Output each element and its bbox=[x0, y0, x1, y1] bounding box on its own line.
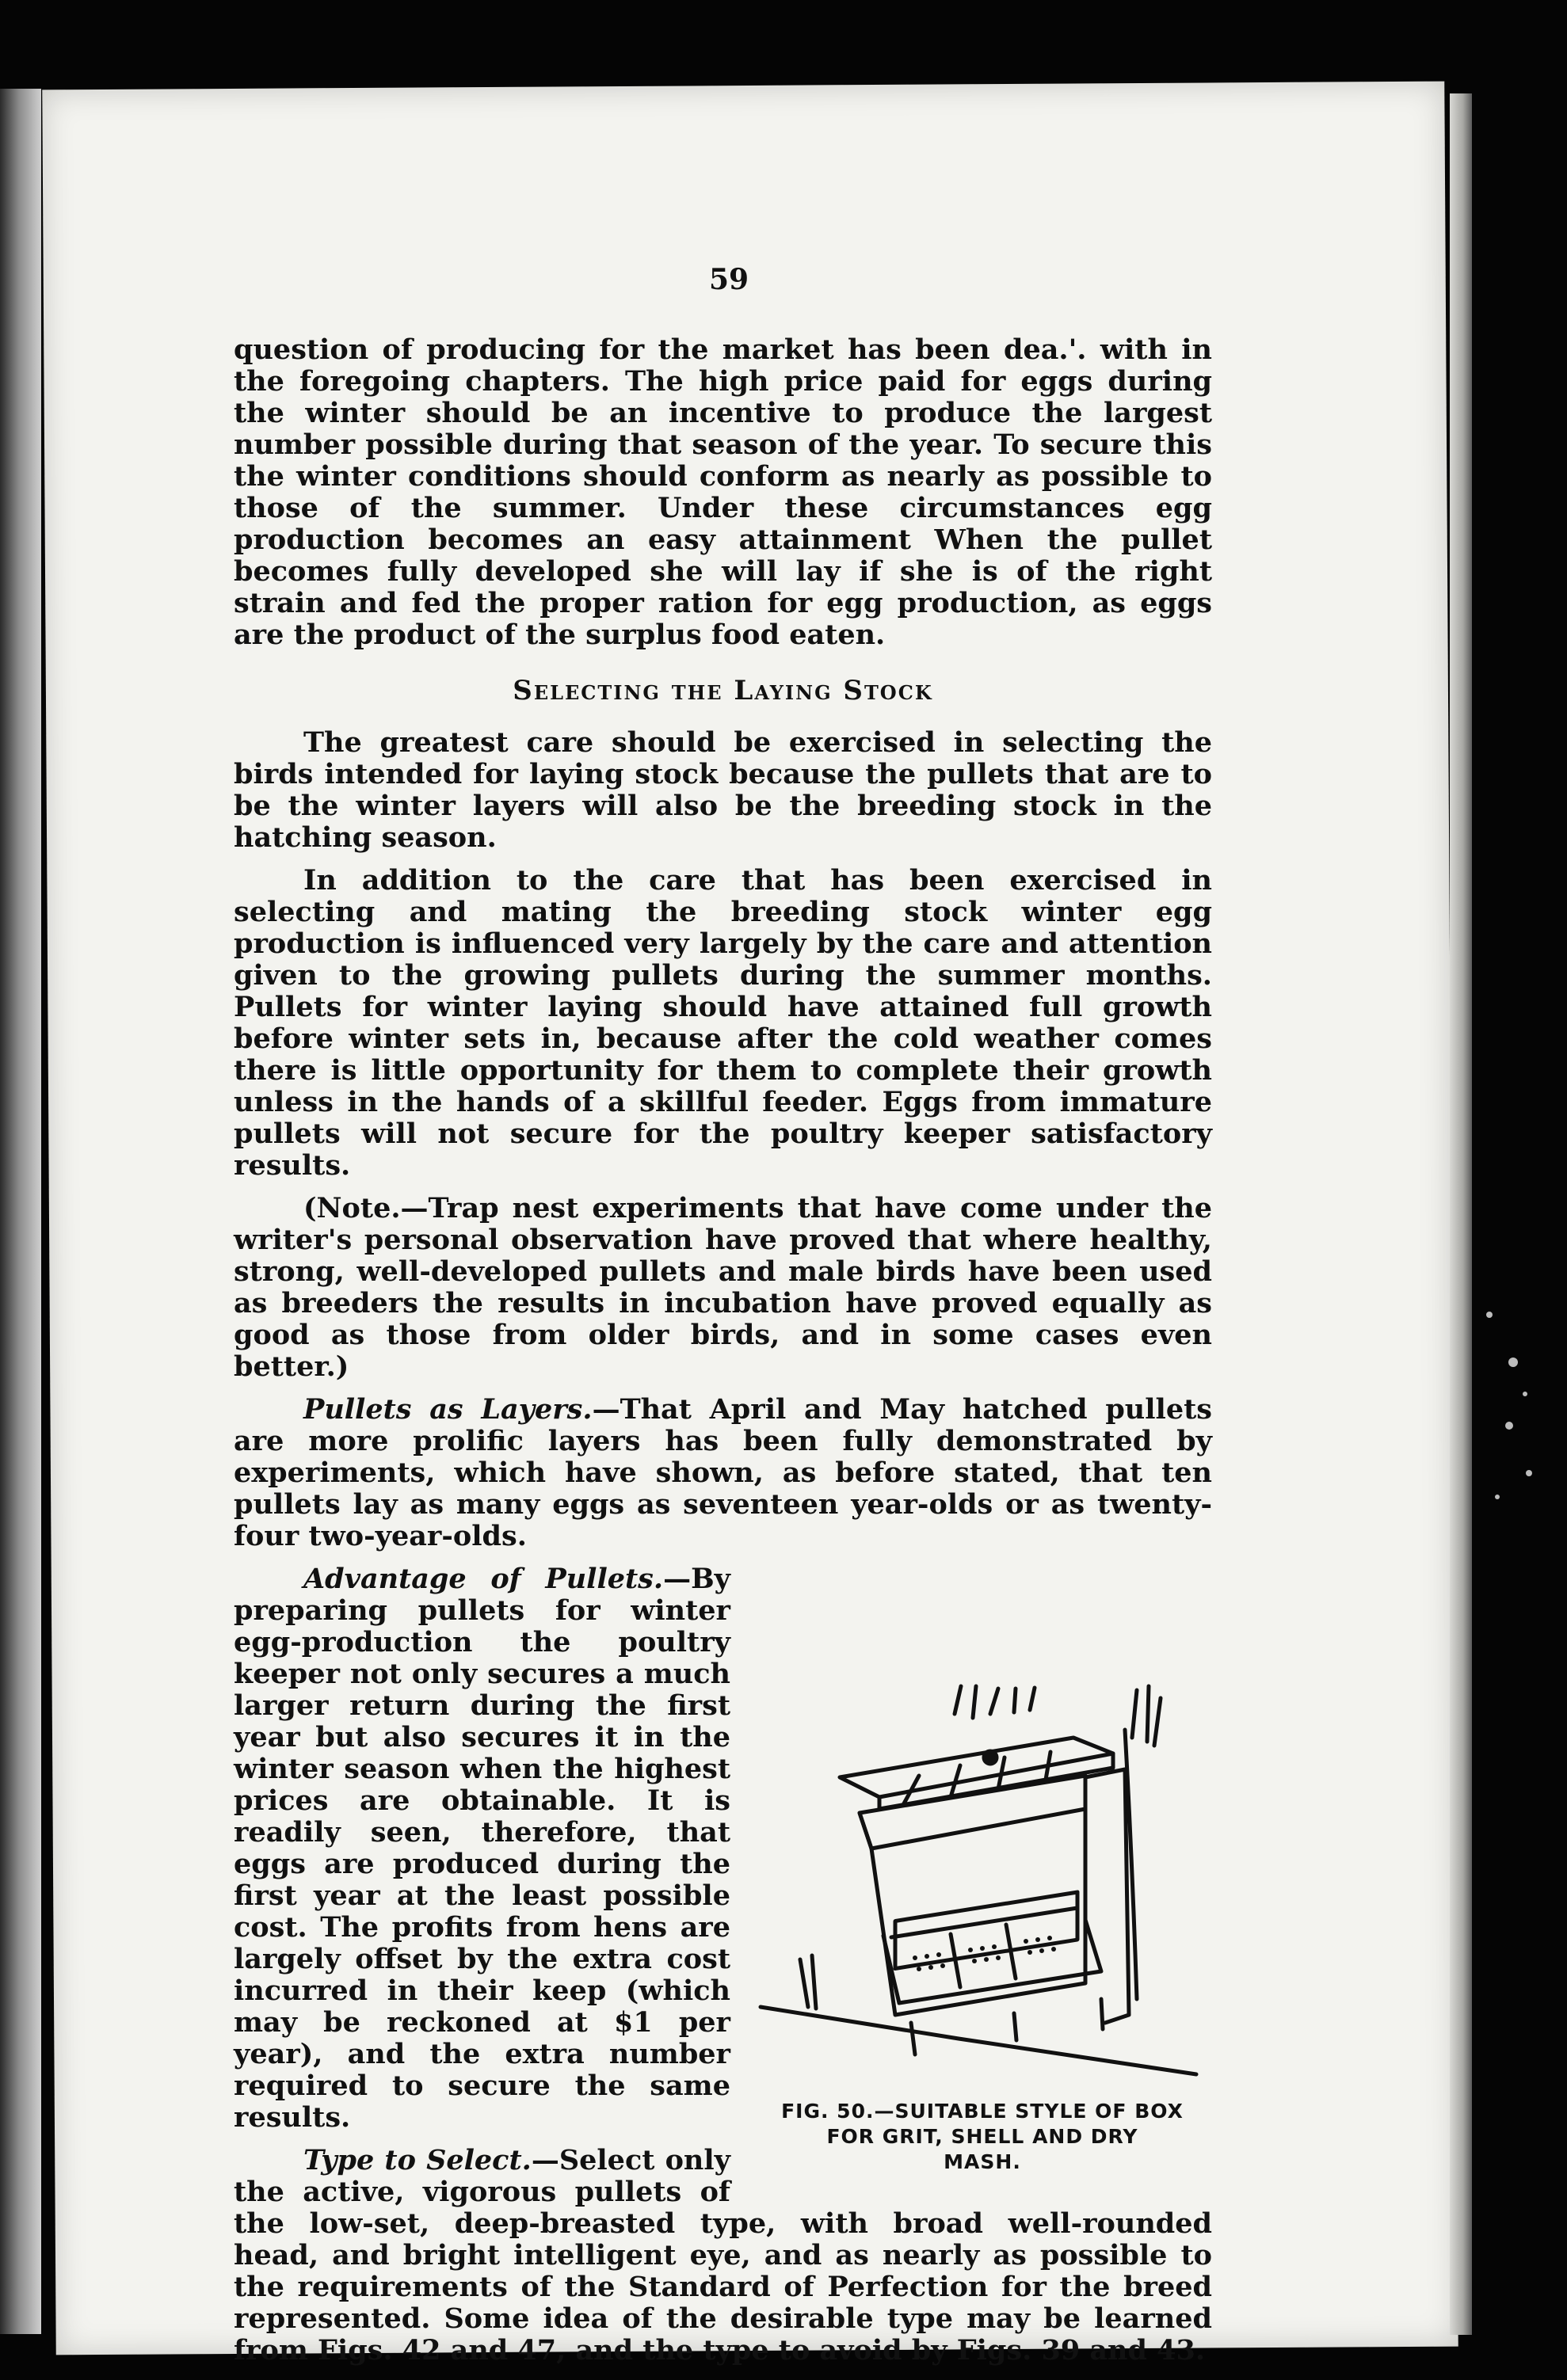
figure-caption-line: FIG. 50.—SUITABLE STYLE OF BOX bbox=[781, 2100, 1184, 2123]
scan-specks bbox=[1481, 1307, 1553, 1513]
figure-50 bbox=[753, 1682, 1212, 2175]
run-in-heading-advantage: Advantage of Pullets. bbox=[303, 1563, 664, 1595]
figure-caption-line: MASH. bbox=[944, 2150, 1021, 2173]
section-heading: Selecting the Laying Stock bbox=[513, 675, 933, 706]
pullets-text: —That April and May hatched pullets are more prolific layers has been fully demonstrated by experiments, which have shown, as before stated, that ten pullets lay as many eggs as seventeen year-olds or as twenty-four two-year-olds. bbox=[234, 1393, 1212, 1552]
page-content bbox=[234, 334, 1212, 2378]
run-in-heading-pullets: Pullets as Layers. bbox=[303, 1393, 593, 1426]
paragraph-intro: question of producing for the market has been dea.'. with in the foregoing chapters. The high price paid for eggs during the winter should be an incentive to produce the largest number possible during that season of the year. To secure this the winter conditions should conform as nearly as possible to those of the summer. Under these circumstances egg production becomes an easy attainment When the pullet becomes fully developed she will lay if she is of the right strain and fed the proper ration for egg production, as eggs are the product of the surplus food eaten. bbox=[234, 333, 1212, 651]
paragraph-type-to-select bbox=[234, 2145, 1212, 2367]
figure-caption-line: FOR GRIT, SHELL AND DRY bbox=[826, 2125, 1138, 2148]
run-in-heading-type: Type to Select. bbox=[303, 2144, 532, 2176]
page-number: 59 bbox=[708, 263, 749, 296]
page-edge-strip bbox=[1450, 93, 1472, 2335]
paragraph-pullets-as-layers bbox=[234, 1394, 1212, 1552]
adjacent-page-edge bbox=[0, 89, 41, 2334]
grit-box-illustration bbox=[753, 1682, 1212, 2094]
paragraph-care: In addition to the care that has been exercised in selecting and mating the breeding stock winter egg production is influenced very largely by the care and attention given to the growing pullets during the summer months. Pullets for winter laying should have attained full growth before winter sets in, because after the cold weather comes there is little opportunity for them to complete their growth unless in the hands of a skillful feeder. Eggs from immature pullets will not secure for the poultry keeper satisfactory results. bbox=[234, 864, 1212, 1182]
paragraph-selecting: The greatest care should be exercised in selecting the birds intended for laying stock because the pullets that are to be the winter layers will also be the breeding stock in the hatching season. bbox=[234, 726, 1212, 854]
figure-caption bbox=[753, 2099, 1212, 2175]
paragraph-note: (Note.—Trap nest experiments that have come under the writer's personal observation have proved that where healthy, strong, well-developed pullets and male birds have been used as breeders the results in incubation have proved equally as good as those from older birds, and in some cases even better.) bbox=[234, 1192, 1212, 1383]
advantage-text: —By preparing pullets for winter egg-production the poultry keeper not only secures a much larger return during the first year but also secures it in the winter season when the highest prices are obtainable. It is readily seen, therefore, that eggs are produced during the first year at the least possible cost. The profits from hens are largely offset by the extra cost incurred in their keep (which may be reckoned at $1 per year), and the extra number required to secure the same results. bbox=[234, 1563, 730, 2134]
type-text: —Select only the active, vigorous pullets of the low-set, deep-breasted type, with broad well-rounded head, and bright intelligent eye, and as nearly as possible to the requirements of the Standard of Perfection for the breed represented. Some idea of the desirable type may be learned from Figs. 42 and 47, and the type to avoid by Figs. 39 and 43. bbox=[234, 2144, 1212, 2367]
